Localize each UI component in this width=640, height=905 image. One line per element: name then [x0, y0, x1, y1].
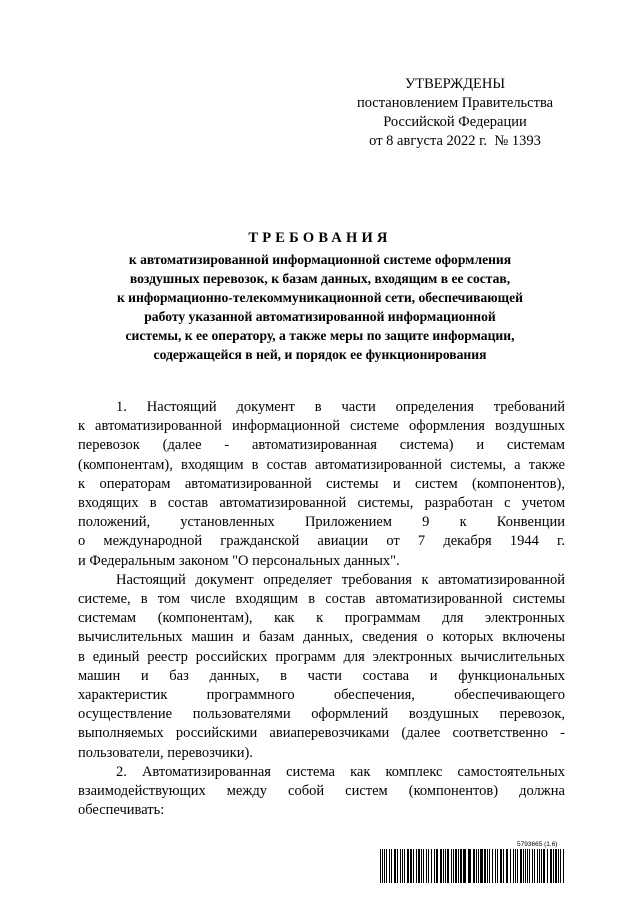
approval-line: от 8 августа 2022 г. № 1393: [369, 133, 541, 149]
body-line: выполняемых российскими авиаперевозчиками (далее соответственно -: [78, 725, 565, 742]
body-line: к операторам автоматизированной системы и систем (компонентов),: [78, 475, 565, 492]
barcode-icon: [380, 849, 565, 883]
approval-block: [340, 75, 570, 151]
subtitle-line: к информационно-телекоммуникационной сети, обеспечивающей: [116, 290, 524, 305]
body-line: 2. Автоматизированная система как комплекс самостоятельных: [116, 763, 565, 780]
body-line: о международной гражданской авиации от 7 декабря 1944 г.: [78, 533, 565, 550]
body-line: к автоматизированной информационной системе оформления воздушных: [78, 418, 565, 435]
body-line: перевозок (далее - автоматизированная система) и системам: [78, 437, 565, 454]
body-line: системам (компонентам), как к программам для электронных: [78, 610, 565, 627]
document-body: [78, 398, 565, 820]
body-line: машин и баз данных, в части состава и функциональных: [78, 667, 565, 684]
approval-line: Российской Федерации: [383, 114, 527, 130]
subtitle-line: работу указанной автоматизированной информационной: [144, 309, 496, 324]
body-line: Настоящий документ определяет требования к автоматизированной: [116, 571, 565, 588]
body-line: пользователи, перевозчики).: [78, 744, 253, 761]
subtitle-line: к автоматизированной информационной системе оформления: [128, 252, 512, 267]
subtitle-line: системы, к ее оператору, а также меры по защите информации,: [125, 328, 515, 343]
body-line: обеспечивать:: [78, 802, 165, 819]
barcode-number: 5793665 (1.6): [517, 841, 558, 848]
approval-line: постановлением Правительства: [356, 95, 554, 111]
approval-line: УТВЕРЖДЕНЫ: [404, 76, 506, 92]
subtitle-line: воздушных перевозок, к базам данных, входящим в ее состав,: [129, 271, 511, 286]
body-line: входящих в состав автоматизированной системы, разработан с учетом: [78, 495, 565, 512]
body-line: взаимодействующих между собой систем (компонентов) должна: [78, 783, 565, 800]
body-line: характеристик программного обеспечения, обеспечивающего: [78, 687, 565, 704]
document-title: ТРЕБОВАНИЯ: [248, 230, 392, 246]
body-line: и Федеральным законом "О персональных данных".: [78, 552, 400, 569]
body-line: 1. Настоящий документ в части определения требований: [116, 399, 565, 415]
body-line: (компонентам), входящим в состав автоматизированной системы, а также: [78, 456, 565, 473]
subtitle-line: содержащейся в ней, и порядок ее функционирования: [153, 347, 487, 362]
body-line: осуществление пользователями оформлений воздушных перевозок,: [78, 706, 565, 723]
body-line: системе, в том числе входящим в состав автоматизированной системы: [78, 591, 565, 608]
body-line: вычислительных машин и базам данных, сведения о которых включены: [78, 629, 565, 646]
body-line: в единый реестр российских программ для электронных вычислительных: [78, 648, 565, 665]
document-subtitle: [80, 250, 560, 364]
body-line: положений, установленных Приложением 9 к Конвенции: [78, 514, 565, 531]
